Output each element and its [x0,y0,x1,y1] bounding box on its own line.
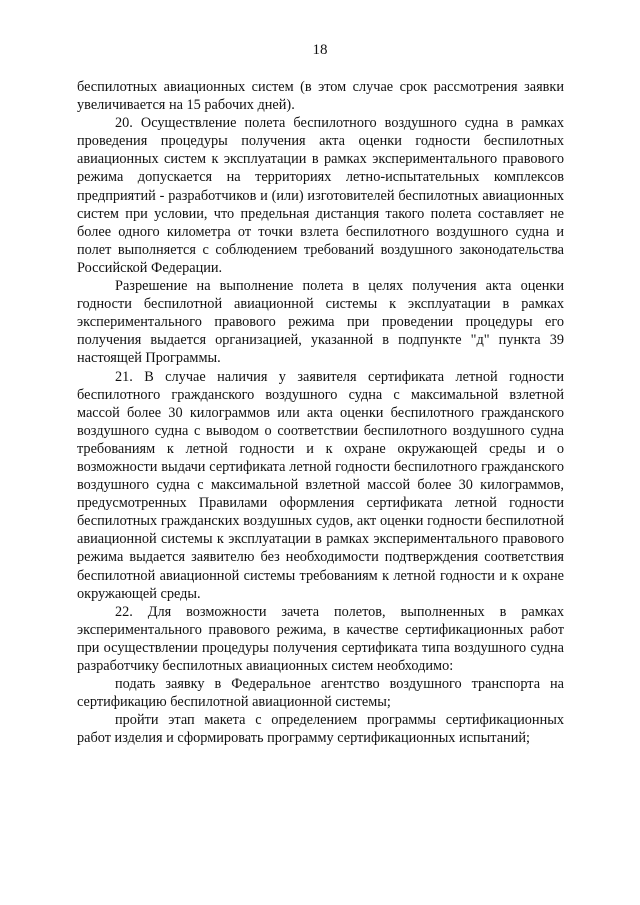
page-number: 18 [312,42,328,58]
paragraph-mockup-stage: пройти этап макета с определением программы сертификационных работ изделия и сформировать программу сертификационных испытаний; [77,712,564,747]
paragraph-flight-permission: Разрешение на выполнение полета в целях получения акта оценки годности беспилотной авиационной системы к эксплуатации в рамках экспериментального правового режима при проведении процедуры его получения выдается организацией, указанной в подпункте "д" пункта 39 настоящей Программы. [77,278,564,367]
paragraph-item-22: 22. Для возможности зачета полетов, выполненных в рамках экспериментального правового режима, в качестве сертификационных работ при осуществлении процедуры получения сертификата типа воздушного судна разработчику беспилотных авиационных систем необходимо: [77,603,564,674]
paragraph-continuation: беспилотных авиационных систем (в этом случае срок рассмотрения заявки увеличивается на 15 рабочих дней). [77,79,564,114]
paragraph-item-21: 21. В случае наличия у заявителя сертификата летной годности беспилотного гражданского воздушного судна с максимальной взлетной массой более 30 килограммов или акта оценки беспилотного гражданского воздушного судна с выводом о соответствии беспилотного воздушного судна требованиям к летной годности и к охране окружающей среды и о возможности выдачи сертификата летной годности беспилотного гражданского воздушного судна с максимальной взлетной массой более 30 килограммов, предусмотренных Правилами оформления сертификата летной годности беспилотных гражданских воздушных судов, акт оценки годности беспилотной авиационной системы к эксплуатации в рамках экспериментального правового режима выдается заявителю без необходимости подтверждения соответствия беспилотной авиационной системы требованиям к летной годности и к охране окружающей среды. [77,368,564,602]
document-body [77,78,564,747]
paragraph-submit-application: подать заявку в Федеральное агентство воздушного транспорта на сертификацию беспилотной авиационной системы; [77,676,564,711]
paragraph-item-20: 20. Осуществление полета беспилотного воздушного судна в рамках проведения процедуры получения акта оценки годности беспилотных авиационных систем к эксплуатации в рамках экспериментального правового режима допускается на территориях летно-испытательных комплексов предприятий - разработчиков и (или) изготовителей беспилотных авиационных систем при условии, что предельная дистанция такого полета составляет не более одного километра от точки взлета беспилотного воздушного судна и полет выполняется с соблюдением требований воздушного законодательства Российской Федерации. [77,115,564,276]
